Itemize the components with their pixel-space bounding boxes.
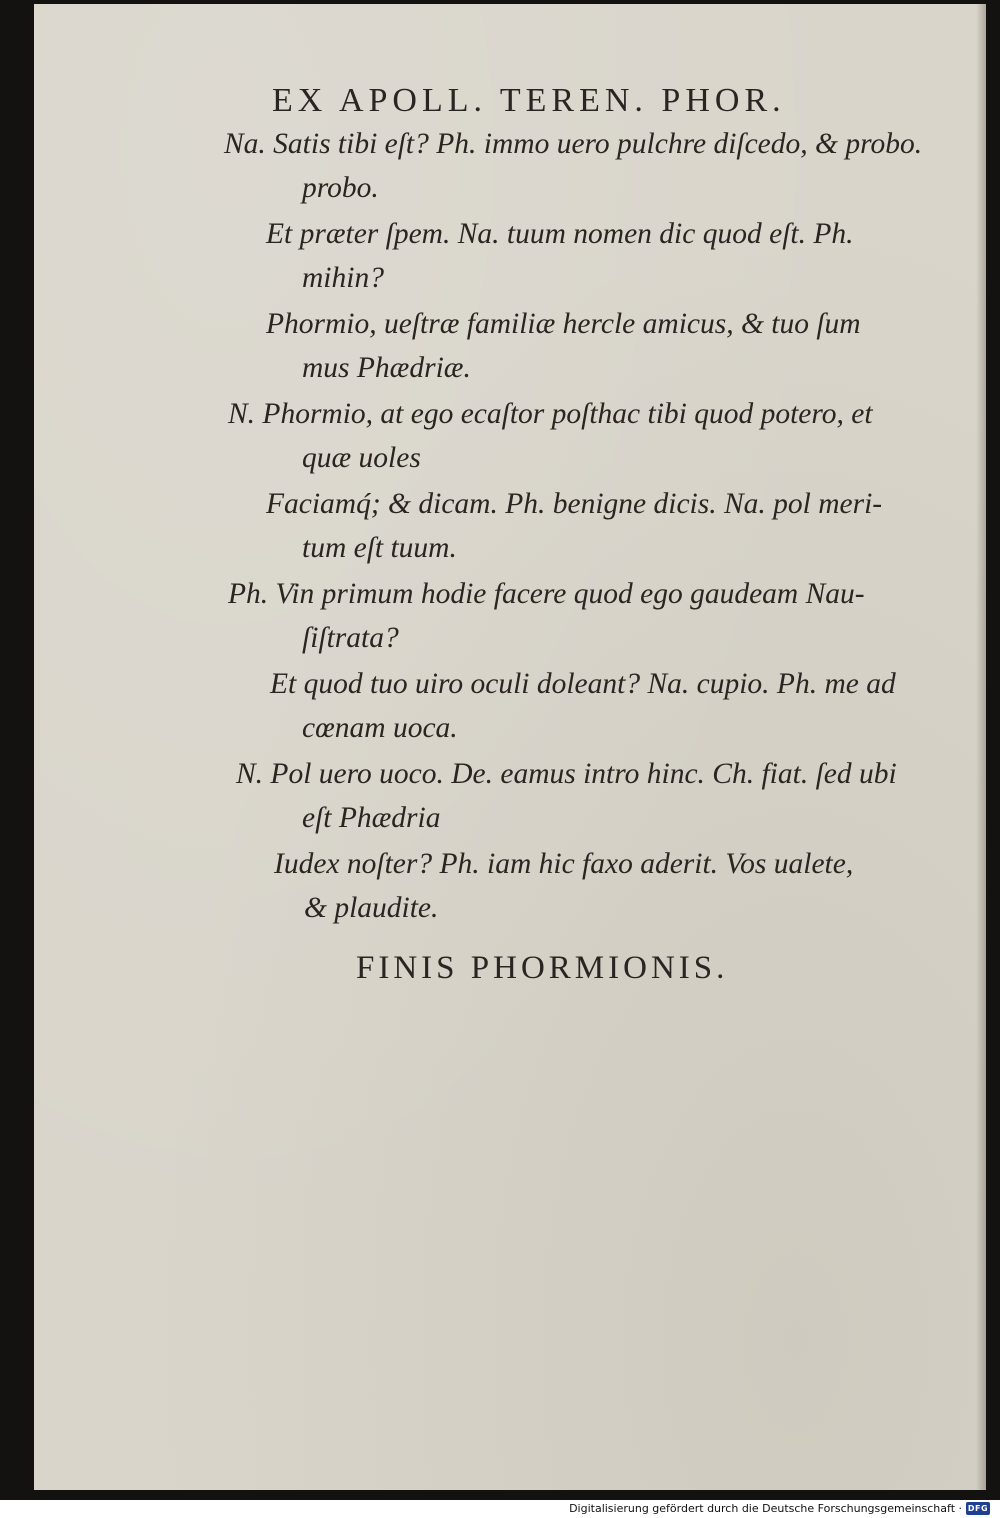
verse-line: mus Phædriæ. xyxy=(302,352,471,384)
verse-line: Iudex noſter? Ph. iam hic faxo aderit. Vos ualete, xyxy=(274,848,854,880)
verse-line: tum eſt tuum. xyxy=(302,532,457,564)
verse-line: Et quod tuo uiro oculi doleant? Na. cupio. Ph. me ad xyxy=(270,668,896,700)
verse-line: quæ uoles xyxy=(302,442,421,474)
book-page xyxy=(34,4,986,1490)
funding-credit: Digitalisierung gefördert durch die Deutsche Forschungsgemeinschaft · xyxy=(569,1502,962,1515)
closing-title: FINIS PHORMIONIS. xyxy=(356,950,729,986)
verse-line: probo. xyxy=(302,172,379,204)
verse-line: N. Pol uero uoco. De. eamus intro hinc. Ch. fiat. ſed ubi xyxy=(236,758,897,790)
verse-line: Faciamq́; & dicam. Ph. benigne dicis. Na. pol meri- xyxy=(266,488,883,520)
verse-line: cœnam uoca. xyxy=(302,712,458,744)
verse-line: ſiſtrata? xyxy=(302,622,399,654)
digitization-footer xyxy=(0,1500,1000,1518)
running-header: EX APOLL. TEREN. PHOR. xyxy=(272,82,786,119)
page-edge-shadow xyxy=(976,4,986,1490)
verse-line: & plaudite. xyxy=(304,892,439,924)
verse-line: Et præter ſpem. Na. tuum nomen dic quod eſt. Ph. xyxy=(266,218,854,250)
verse-line: eſt Phædria xyxy=(302,802,441,834)
verse-line: mihin? xyxy=(302,262,384,294)
dfg-logo: DFG xyxy=(967,1504,989,1513)
verse-line: N. Phormio, at ego ecaſtor poſthac tibi quod potero, et xyxy=(228,398,873,430)
verse-line: Ph. Vin primum hodie facere quod ego gaudeam Nau- xyxy=(228,578,865,610)
verse-line: Phormio, ueſtræ familiæ hercle amicus, & tuo ſum xyxy=(266,308,861,340)
verse-line: Na. Satis tibi eſt? Ph. immo uero pulchre diſcedo, & probo. xyxy=(224,128,923,160)
